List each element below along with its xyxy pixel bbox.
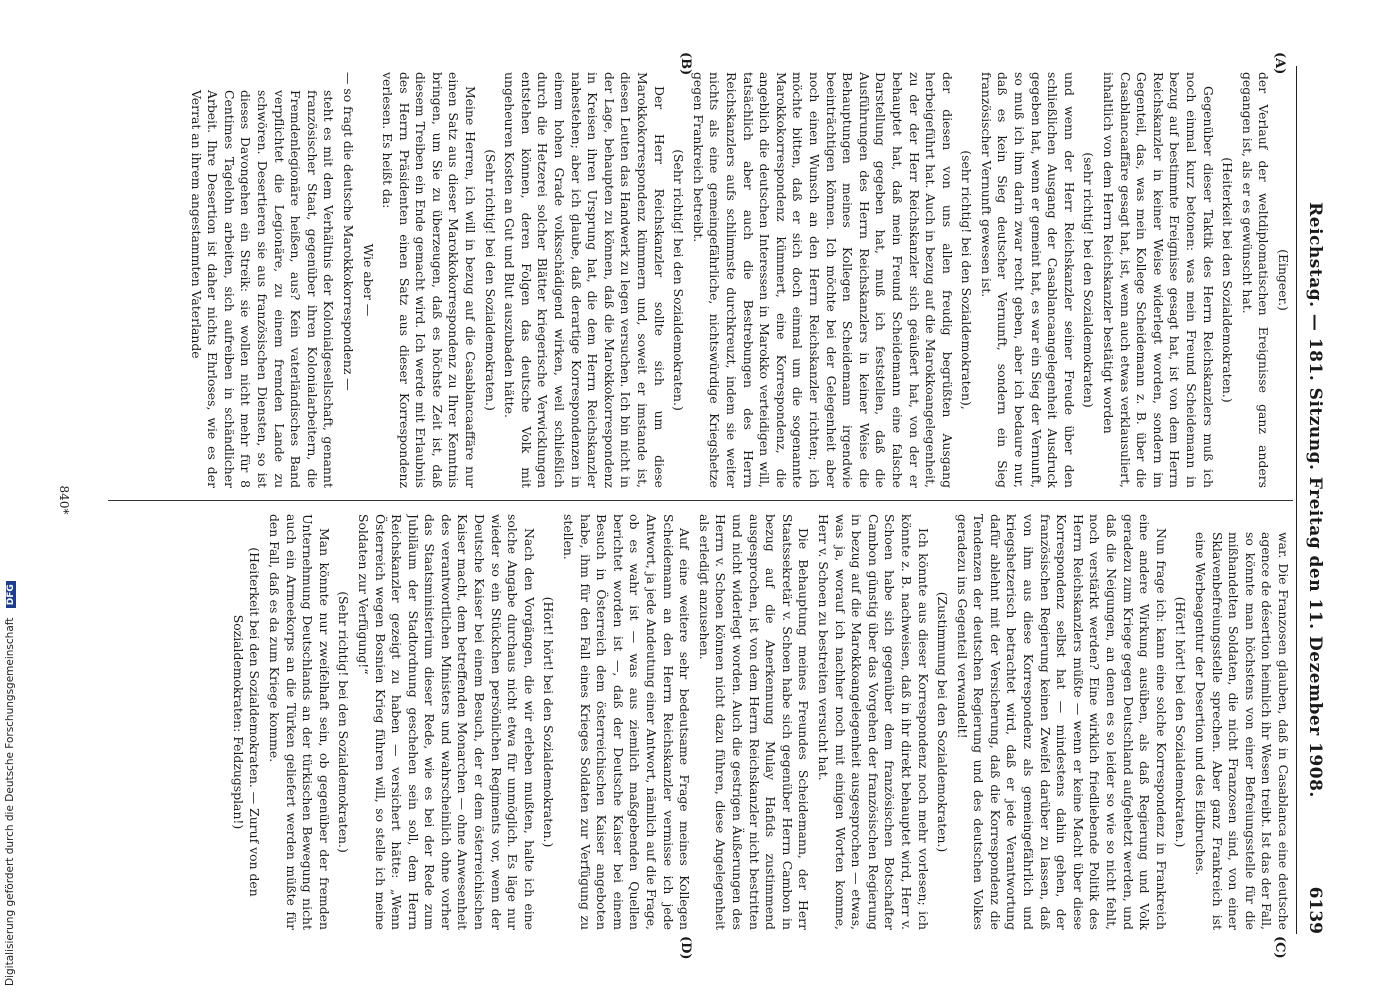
page-header xyxy=(1297,66,1325,934)
paragraph: Ich könnte aus dieser Korrespondenz noch mehr vorlesen; ich könnte z. B. nachweisen, daß in ihr direkt behauptet wird, Herr v. Schoen habe sich gegenüber dem französischen Botschafter Cambon günstig über das Vorgehen der französischen Regierung in bezug auf die Marokkoangelegenheit ausgesprochen — etwas, was ja, worauf ich nachher noch mit einigen Worten komme, Herr v. Schoen zu bestreiten versucht hat. xyxy=(815,514,931,930)
paragraph: steht es mit dem Verhältnis der Kolonialgesellschaft, genannt französischer Staat, gegenüber ihren Kolonialarbeitern, die Fremdenlegionäre heißen, aus? Kein vaterländisches Band verpflichtet die Legionäre, zu einem fremden Lande zu schwören. Desertieren sie aus französischen Diensten, so ist dieses Davongehen ein Streik: sie wollen nicht mehr für 8 Centimes Tagelohn arbeiten, sich aufreiben in schändlicher Arbeit. Ihre Desertion ist daher nichts Ehrloses, wie es der Verrat an ihrem angestammten Vaterlande xyxy=(188,90,337,488)
paragraph: Gegenüber dieser Taktik des Herrn Reichskanzlers muß ich noch einmal kurz betonen: was mein Freund Scheidemann in bezug auf bestimmte Ereignisse gesagt hat, ist von dem Herrn Reichskanzler in keiner Weise widerlegt worden, sondern im Gegenteil, das, was mein Kollege Scheidemann z. B. über die Casablancaaffäre gesagt hat, ist, wenn auch etwas verklausuliert, inhaltlich von dem Herrn Reichskanzler bestätigt worden xyxy=(1101,72,1216,488)
stage-direction: (Heiterkeit bei den Sozialdemokraten.) xyxy=(1220,157,1236,403)
paragraph: Auf eine weitere sehr bedeutsame Frage meines Kollegen Scheidemann an den Herrn Reichskanzler vermisse ich jede Antwort, ja jede Andeutung einer Antwort, nämlich auf die Frage, ob es wahr ist — was aus ziemlich maßgebenden Quellen berichtet worden ist —, daß der Deutsche Kaiser bei einem Besuch in Österreich dem österreichischen Kaiser angeboten habe, ihm für den Fall eines Krieges Soldaten zur Verfügung zu stellen. xyxy=(561,514,693,930)
paragraph: Der Herr Reichskanzler sollte sich um diese Marokkokorrespondenz kümmern und, soweit er imstande ist, diesen Leuten das Handwerk zu legen versuchen. Ich bin nicht in der Lage, behaupten zu können, daß die Marokkokorrespondenz in Kreisen ihren Ursprung hat, die dem Herrn Reichskanzler nahestehen; aber ich glaube, daß derartige Korrespondenzen in einem hohen Grade volksschädigend wirken, weil schließlich durch die Hetzerei solcher Blätter kriegerische Verwicklungen entstehen können, deren Folgen das deutsche Volk mit ungeheuren Kosten an Gut und Blut auszubaden hätte. xyxy=(502,72,667,488)
column-divider xyxy=(108,500,1293,501)
paragraph: Man könnte nur zweifelhaft sein, ob gegenüber der fremden Unternehmung Deutschlands an der türkischen Bewegung nicht auch ein Armeekorps an die Türken geliefert werden müßte für den Fall, daß es da zum Kriege komme. xyxy=(266,514,332,930)
paragraph: der Verlauf der weltdiplomatischen Ereignisse ganz anders gegangen ist, als er es gewünscht hat. xyxy=(1239,72,1272,488)
running-header: Reichstag. — 181. Sitzung. Freitag den 11. Dezember 1908. xyxy=(1305,202,1325,798)
header-rule xyxy=(1296,66,1297,934)
stage-direction: Wie aber — xyxy=(360,243,376,317)
left-column xyxy=(111,72,1291,488)
stage-direction: (sehr richtig! bei den Sozialdemokraten), xyxy=(959,150,975,410)
margin-mark-b: (B) xyxy=(678,52,693,76)
paragraph: der diesen von uns allen freudig begrüßten Ausgang herbeigeführt hat. Auch in bezug auf die Marokkoangelegenheit, zu der der Herr Reichskanzler sich geäußert hat, von der er behauptet hat, daß mein Freund Scheidemann eine falsche Darstellung gegeben hat, muß ich feststellen, daß die Ausführungen des Herrn Reichskanzlers in keiner Weise die Behauptungen meines Kollegen Scheidemann irgendwie beeinträchtigen können. Ich möchte bei der Gelegenheit aber noch einen Wunsch an den Herrn Reichskanzler richten; ich möchte bitten, daß er sich doch einmal um die sogenannte Marokkokorrespondenz kümmert, eine Korrespondenz, die angeblich die deutschen Interessen in Marokko verteidigen will, tatsächlich aber auch die Bestrebungen des Herrn Reichskanzlers aufs schlimmste durchkreuzt, indem sie weiter nichts als eine gemeingefährliche, nichtswürdige Kriegshetze gegen Frankreich betreibt. xyxy=(690,72,955,488)
dfg-logo: DFG xyxy=(6,581,16,608)
paragraph: — so fragt die deutsche Marokkokorrespondenz — xyxy=(340,72,356,391)
stage-direction: (Heiterkeit bei den Sozialdemokraten. — Zuruf von den Sozialdemokraten: Feldzugsplan!) xyxy=(230,547,263,897)
stage-direction: (Zustimmung bei den Sozialdemokraten.) xyxy=(935,591,951,853)
stage-direction: (sehr richtig! bei den Sozialdemokraten) xyxy=(1081,152,1097,408)
page-number: 6139 xyxy=(1305,886,1325,934)
funding-sidebar xyxy=(0,0,26,1000)
paragraph: Nach den Vorgängen, die wir erleben mußten, halte ich eine solche Angabe durchaus nicht etwa für unmöglich. Es läge nur wieder so ein Stückchen persönlichen Regiments vor, wenn der Deutsche Kaiser bei einem Besuch, der er dem österreichischen Kaiser macht, dem betreffenden Monarchen — ohne Anwesenheit des verantwortlichen Ministers und wahrscheinlich ohne vorher das Staatsministerium dieser Rede, wie es bei der Rede zum Jubiläum der Stadtordnung geschehen sein soll, dem Herrn Reichskanzler gezeigt zu haben — versichert hätte: „Wenn Österreich wegen Bosnien Krieg führen will, so stelle ich meine Soldaten zur Verfügung!“ xyxy=(355,514,537,930)
paragraph: Meine Herren, ich will in bezug auf die Casablancaaffäre nur einen Satz aus dieser Marokkokorrespondenz zu Ihrer Kenntnis bringen, um Sie zu überzeugen, daß es höchste Zeit ist, daß diesem Treiben ein Ende gemacht wird. Ich werde mit Erlaubnis des Herrn Präsidenten einen Satz aus dieser Korrespondenz verlesen. Es heißt da: xyxy=(380,72,479,488)
margin-mark-d: (D) xyxy=(678,936,693,960)
paragraph: Die Behauptung meines Freundes Scheidemann, der Herr Staatssekretär v. Schoen habe sich gegenüber Herrn Cambon in bezug auf die Anerkennung Mulay Hafids zustimmend ausgesprochen, ist von dem Herrn Reichskanzler nicht bestritten und nicht widerlegt worden. Auch die gestrigen Äußerungen des Herrn v. Schoen können nicht dazu führen, diese Angelegenheit als erledigt anzusehen. xyxy=(696,514,812,930)
funding-note: Digitalisierung gefördert durch die Deutsche Forschungsgemeinschaft xyxy=(4,617,16,986)
paragraph: war. Die Franzosen glauben, daß in Casablanca eine deutsche agence de désertion heimlich ihr Wesen treibt. Ist das der Fall, so könnte man höchstens von einer Befreiungsstelle für die mißhandelten Soldaten, die nicht Franzosen sind, von einer Sklavenbefreiungsstelle sprechen. Aber ganz Frankreich ist eine Werbeagentur der Desertion und des Eidbruches. xyxy=(1193,532,1291,930)
paragraph: Nun frage ich: kann eine solche Korrespondenz in Frankreich eine andere Wirkung ausüben, als daß Regierung und Volk geradezu zum Kriege gegen Deutschland aufgehetzt werden, und daß die Neigungen, an denen es so leider so wie so nicht fehlt, noch verstärkt werden? Eine wirklich friedliebende Politik des Herrn Reichskanzlers müßte — wenn er keine Macht über diese Korrespondenz selbst hat — mindestens dahin gehen, der französischen Regierung keinen Zweifel darüber zu lassen, daß von ihm aus diese Korrespondenz als gemeingefährlich und kriegshetzerisch betrachtet wird, daß er jede Verantwortung dafür ablehnt mit der Versicherung, daß die Korrespondenz die Tendenzen der deutschen Regierung und des deutschen Volkes geradezu ins Gegenteil verwandelt! xyxy=(954,514,1169,930)
margin-mark-a: (A) xyxy=(1272,52,1287,75)
right-column xyxy=(111,514,1291,930)
stage-direction: (Eingeer.) xyxy=(1276,249,1291,311)
stage-direction: (Sehr richtig! bei den Sozialdemokraten.) xyxy=(336,591,352,853)
stage-direction: (Hört! hört! bei den Sozialdemokraten.) xyxy=(541,596,557,848)
margin-mark-c: (C) xyxy=(1272,936,1287,959)
paragraph: und wenn der Herr Reichskanzler seiner Freude über den schließlichen Ausgang der Casablancaangelegenheit Ausdruck gegeben hat, wenn er gemeint hat, es war ein Sieg der Vernunft, so muß ich ihm darin zwar recht geben, aber ich bedaure nur, daß es kein Sieg deutscher Vernunft, sondern ein Sieg französischer Vernunft gewesen ist. xyxy=(978,72,1077,488)
stage-direction: (Sehr richtig! bei den Sozialdemokraten.) xyxy=(482,149,498,411)
stage-direction: (Hört! hört! bei den Sozialdemokraten.) xyxy=(1173,596,1189,848)
signature-mark: 840* xyxy=(57,485,71,515)
stage-direction: (Sehr richtig! bei den Sozialdemokraten.) xyxy=(671,149,687,411)
